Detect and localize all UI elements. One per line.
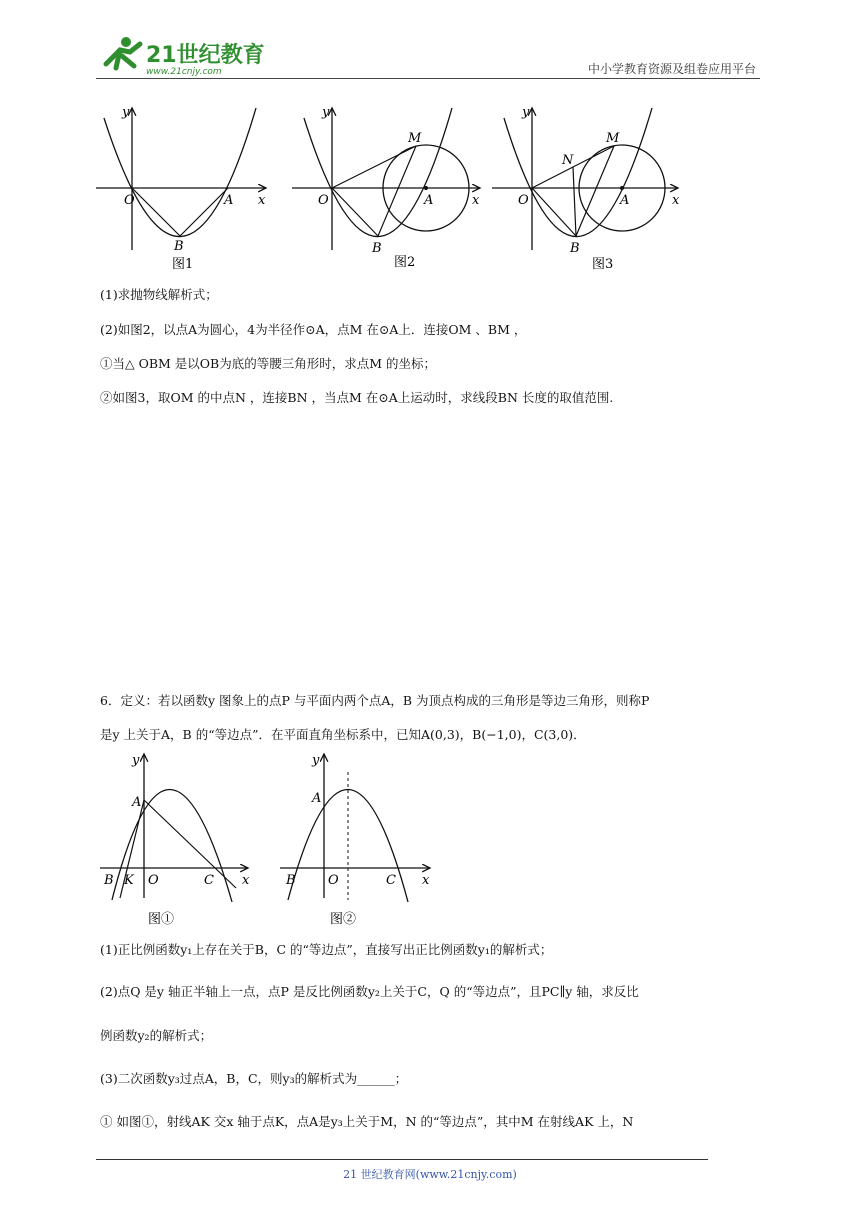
figc1-label-o: O xyxy=(148,873,159,888)
logo-url: www.21cnjy.com xyxy=(146,67,222,77)
q6-line-1: 6．定义：若以函数y 图象上的点P 与平面内两个点A，B 为顶点构成的三角形是等边三角形，则称P xyxy=(100,693,650,708)
q6-line-3: (1)正比例函数y₁上存在关于B，C 的“等边点”，直接写出正比例函数y₁的解析式； xyxy=(100,942,553,957)
footer-text[interactable]: 21 世纪教育网(www.21cnjy.com) xyxy=(343,1168,517,1181)
bottom-figures xyxy=(96,748,456,928)
q6-line-5: 例函数y₂的解析式； xyxy=(100,1028,213,1043)
figc1-label-y: y xyxy=(132,753,140,768)
fig3-label-a: A xyxy=(620,193,630,208)
q5-line-3: ①当△ OBM 是以OB为底的等腰三角形时，求点M 的坐标； xyxy=(100,356,436,371)
fig1-label-o: O xyxy=(124,193,135,208)
figc2-label-c: C xyxy=(386,873,396,888)
q6-line-2: 是y 上关于A，B 的“等边点”．在平面直角坐标系中，已知A(0,3)，B(−1,0)，C(3,0)． xyxy=(100,727,586,742)
q5-line-1: (1)求抛物线解析式； xyxy=(100,287,218,302)
figure-circle-1 xyxy=(100,753,250,927)
footer-divider xyxy=(96,1159,708,1160)
figure-circle-2 xyxy=(280,753,430,927)
top-figures xyxy=(96,100,696,275)
figc1-label-b: B xyxy=(104,873,114,888)
figc2-caption: 图② xyxy=(330,912,357,927)
figc1-label-x: x xyxy=(242,873,250,888)
fig1-label-b: B xyxy=(174,239,184,254)
fig3-label-x: x xyxy=(672,193,680,208)
fig1-caption: 图1 xyxy=(172,257,194,272)
runner-icon xyxy=(106,37,140,68)
figc2-label-y: y xyxy=(312,753,320,768)
figc2-label-b: B xyxy=(286,873,296,888)
figure-3 xyxy=(492,105,680,272)
fig2-label-a: A xyxy=(424,193,434,208)
figc2-label-a: A xyxy=(312,791,322,806)
figc1-label-k: K xyxy=(124,873,134,888)
header-divider xyxy=(96,78,760,79)
figc1-label-a: A xyxy=(132,795,142,810)
q5-line-2: (2)如图2，以点A为圆心，4为半径作⊙A，点M 在⊙A上．连接OM 、BM ， xyxy=(100,322,527,337)
q6-line-7: ① 如图①，射线AK 交x 轴于点K，点A是y₃上关于M，N 的“等边点”，其中M 在射线AK 上，N xyxy=(100,1114,634,1129)
q6-line-4: (2)点Q 是y 轴正半轴上一点，点P 是反比例函数y₂上关于C，Q 的“等边点”，且PC∥y 轴，求反比 xyxy=(100,984,639,999)
figc2-label-x: x xyxy=(422,873,430,888)
q5-line-4: ②如图3，取OM 的中点N ，连接BN ，当点M 在⊙A上运动时，求线段BN 长度的取值范围. xyxy=(100,390,614,405)
fig3-caption: 图3 xyxy=(592,257,614,272)
fig1-label-x: x xyxy=(258,193,266,208)
fig2-caption: 图2 xyxy=(394,255,416,270)
fig2-label-x: x xyxy=(472,193,480,208)
q6-line-6: (3)二次函数y₃过点A，B，C，则y₃的解析式为______； xyxy=(100,1071,408,1086)
logo-text: 21世纪教育 xyxy=(146,43,265,68)
site-logo xyxy=(96,34,266,78)
fig2-label-y: y xyxy=(322,105,330,120)
fig2-label-o: O xyxy=(318,193,329,208)
fig3-label-y: y xyxy=(522,105,530,120)
fig1-label-a: A xyxy=(224,193,234,208)
fig3-label-n: N xyxy=(562,153,574,168)
fig3-label-b: B xyxy=(570,241,580,256)
fig3-label-m: M xyxy=(606,131,620,146)
figc1-label-c: C xyxy=(204,873,214,888)
fig2-label-b: B xyxy=(372,241,382,256)
fig1-label-y: y xyxy=(122,105,130,120)
figc1-caption: 图① xyxy=(148,912,175,927)
figc2-label-o: O xyxy=(328,873,339,888)
header-right-text: 中小学教育资源及组卷应用平台 xyxy=(587,62,756,76)
fig2-label-m: M xyxy=(408,131,422,146)
fig3-label-o: O xyxy=(518,193,529,208)
figure-2 xyxy=(292,105,480,270)
figure-1 xyxy=(96,105,266,272)
